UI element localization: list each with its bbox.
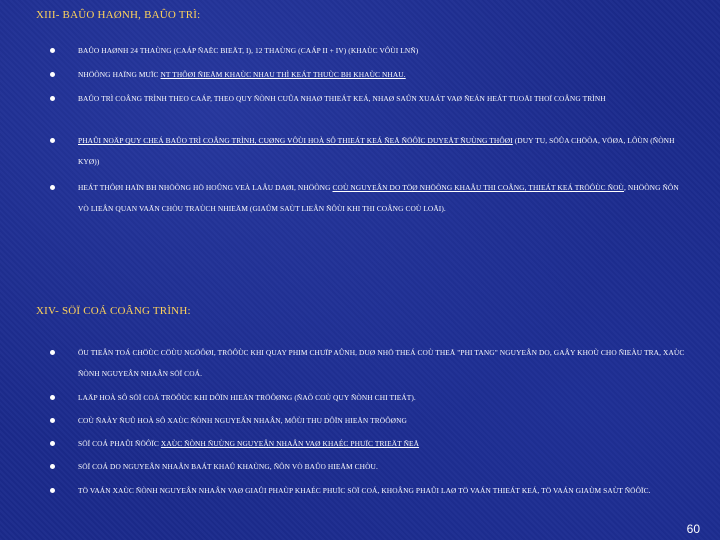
underlined-text: PHAÛI NOÄP QUY CHEÁ BAÛO TRÌ COÂNG TRÌNH, CUØNG VÔÙI HOÀ SÔ THIEÁT KEÁ ÑEÅ ÑÖÔÏC DUYEÄT ÑUÙNG THÔØI: [78, 136, 513, 145]
bullet-icon: [50, 48, 55, 53]
bullet-icon: [50, 96, 55, 101]
section-14-item-4: [78, 433, 690, 454]
underlined-text: COÙ NGUYEÂN DO TÖØ NHÖÕNG KHAÂU THI COÂNG, THIEÁT KEÁ TRÖÔÙC ÑOÙ: [332, 183, 624, 192]
bullet-icon: [50, 350, 55, 355]
section-13-item-1: BAÛO HAØNH 24 THAÙNG (CAÁP ÑAËC BIEÄT, I), 12 THAÙNG (CAÁP II + IV) (KHAÙC VÔÙI LNÑ): [78, 46, 419, 55]
item-text: , NHÖÕNG ÑÔN VÒ LIEÂN QUAN VAÃN CHÒU TRAÙCH NHIEÄM (GIAÛM SAÙT LIEÂN ÑÔÙI KHI THI COÂNG COÙ LOÃI).: [78, 183, 679, 213]
bullet-icon: [50, 441, 55, 446]
bullet-icon: [50, 418, 55, 423]
underlined-text: NT THÔØI ÑIEÅM KHAÙC NHAU THÌ KEÁT THUÙC BH KHAÙC NHAU.: [160, 70, 406, 79]
section-13-item-5: [78, 177, 690, 219]
section-13-item-4: [78, 130, 690, 172]
section-13-item-2: [78, 64, 690, 85]
section-13-item-3: BAÛO TRÌ COÂNG TRÌNH THEO CAÁP, THEO QUY ÑÒNH CUÛA NHAØ THIEÁT KEÁ, NHAØ SAÛN XUAÁT VAØ ÑEÁN HEÁT TUOÅI THOÏ COÂNG TRÌNH: [78, 94, 606, 103]
bullet-icon: [50, 72, 55, 77]
item-text: (DUY TU, SÖÛA CHÖÕA, VÖØA, LÔÙN (ÑÒNH KYØ)): [78, 136, 675, 166]
bullet-icon: [50, 395, 55, 400]
item-text: SÖÏ COÁ PHAÛI ÑÖÔÏC: [78, 439, 161, 448]
item-text: HEÁT THÔØI HAÏN BH NHÖÕNG HÖ HOÛNG VEÀ LAÂU DAØI, NHÖÕNG: [78, 183, 333, 192]
section-14-item-6: TÖ VAÁN XAÙC ÑÒNH NGUYEÂN NHAÂN VAØ GIAÛI PHAÙP KHAÉC PHUÏC SÖÏ COÁ, KHOÂNG PHAÛI LAØ TÖ VAÁN THIEÁT KEÁ, TÖ VAÁN GIAÙM SAÙT ÑÖÔÏC.: [78, 486, 651, 495]
page-number: 60: [686, 522, 700, 536]
bullet-icon: [50, 185, 55, 190]
section-13-title: XIII- BAÛO HAØNH, BAÛO TRÌ:: [36, 9, 201, 21]
section-14-item-1: ÖU TIEÂN TOÁ CHÖÙC CÖÙU NGÖÔØI, TRÖÔÙC KHI QUAY PHIM CHUÏP AÛNH, DUØ NHÖ THEÁ COÙ THEÅ "PHI TANG" NGUYEÂN DO, GAÂY KHOÙ CHO ÑIEÀU TRA, XAÙC ÑÒNH NGUYEÂN NHAÂN SÖÏ COÁ.: [78, 348, 685, 378]
bullet-icon: [50, 464, 55, 469]
section-14-item-5: SÖÏ COÁ DO NGUYEÂN NHAÂN BAÁT KHAÛ KHAÙNG, ÑÔN VÒ BAÛO HIEÅM CHÒU.: [78, 462, 378, 471]
section-14-title: XIV- SÖÏ COÁ COÂNG TRÌNH:: [36, 305, 191, 317]
bullet-icon: [50, 138, 55, 143]
underlined-text: XAÙC ÑÒNH ÑUÙNG NGUYEÂN NHAÂN VAØ KHAÉC PHUÏC TRIEÄT ÑEÅ: [160, 439, 420, 448]
section-14-item-2: LAÄP HOÀ SÔ SÖÏ COÁ TRÖÔÙC KHI DÔÏN HIEÄN TRÖÔØNG (ÑAÕ COÙ QUY ÑÒNH CHI TIEÁT).: [78, 393, 416, 402]
item-text: NHÖÕNG HAÏNG MUÏC: [78, 70, 161, 79]
bullet-icon: [50, 488, 55, 493]
section-14-item-3: COÙ ÑAÀY ÑUÛ HOÀ SÔ XAÙC ÑÒNH NGUYEÂN NHAÂN, MÔÙI THU DÔÏN HIEÄN TRÖÔØNG: [78, 416, 407, 425]
